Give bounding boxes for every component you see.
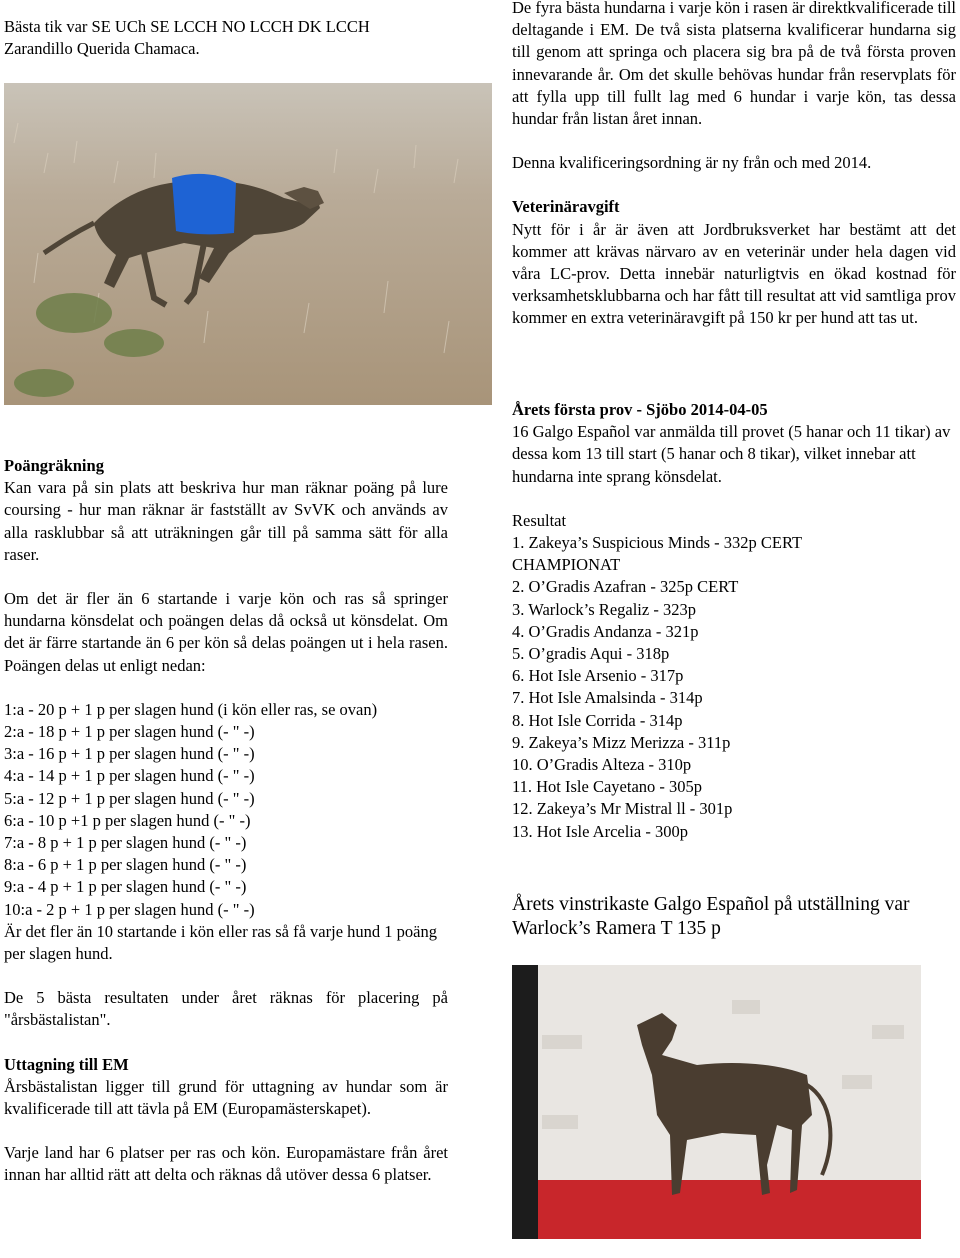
result-item: 10. O’Gradis Alteza - 310p: [512, 755, 692, 775]
result-item: 13. Hot Isle Arcelia - 300p: [512, 821, 688, 841]
result-item: 11. Hot Isle Cayetano - 305p: [512, 777, 703, 797]
result-item: 8. Hot Isle Corrida - 314p: [512, 710, 683, 730]
winner-line-2: Warlock’s Ramera T 135 p: [512, 918, 721, 939]
points-item: 7:a - 8 p + 1 p per slagen hund (- " -): [4, 833, 247, 853]
scoring-para-3: Är det fler än 10 startande i kön eller ras så få varje hund 1 poäng per slagen hund.: [4, 921, 437, 964]
scoring-section: [4, 455, 448, 1187]
sjobo-text: 16 Galgo Español var anmälda till provet (5 hanar och 11 tikar) av dessa kom 13 till start (5 hanar och 8 tikar), vilket innebar att hundarna inte sprang könsdelat.: [512, 422, 951, 486]
points-item: 5:a - 12 p + 1 p per slagen hund (- " -): [4, 788, 255, 808]
scoring-para-1: Kan vara på sin plats att beskriva hur man räknar poäng på lure coursing - hur man räknar är fastställt av SvVK och används av alla rasklubbar så att uträkningen går till på samma sätt för alla raser.: [4, 478, 448, 564]
qualification-para-1: De fyra bästa hundarna i varje kön i rasen är direktkvalificerade till deltagande i EM. De två sista platserna kvalificerar hundarna sig till genom att springa och placera sig bra på de två första proven innevarande år. Om det skulle behövas hundar från reservplats för att fylla upp till fullt lag med 6 hundar i varje kön, tas dessa hundar från listan året innan.: [512, 0, 956, 129]
em-heading: Uttagning till EM: [4, 1054, 129, 1074]
points-item: 9:a - 4 p + 1 p per slagen hund (- " -): [4, 877, 247, 897]
intro-line-1: Bästa tik var SE UCh SE LCCH NO LCCH DK LCCH: [4, 17, 370, 36]
em-para-1: Årsbästalistan ligger till grund för uttagning av hundar som är kvalificerade till att tävla på EM (Europamästerskapet).: [4, 1076, 448, 1119]
result-item: 3. Warlock’s Regaliz - 323p: [512, 599, 696, 619]
qualification-section: [512, 0, 956, 330]
scoring-heading: Poängräkning: [4, 456, 104, 475]
winner-caption: [512, 893, 956, 941]
result-item: 7. Hot Isle Amalsinda - 314p: [512, 688, 703, 708]
qualification-para-2: Denna kvalificeringsordning är ny från och med 2014.: [512, 153, 872, 173]
result-item: 1. Zakeya’s Suspicious Minds - 332p CERT: [512, 533, 803, 553]
intro-text: [4, 16, 448, 60]
points-item: 3:a - 16 p + 1 p per slagen hund (- " -): [4, 744, 255, 764]
running-dog-photo: [4, 83, 492, 405]
scoring-para-4: De 5 bästa resultaten under året räknas för placering på "årsbästalistan".: [4, 988, 448, 1030]
result-item: 5. O’gradis Aqui - 318p: [512, 644, 670, 664]
result-item: 6. Hot Isle Arsenio - 317p: [512, 666, 684, 686]
points-item: 2:a - 18 p + 1 p per slagen hund (- " -): [4, 722, 255, 742]
points-item: 10:a - 2 p + 1 p per slagen hund (- " -): [4, 899, 255, 919]
galgo-running-icon: [4, 83, 492, 405]
result-item: CHAMPIONAT: [512, 555, 621, 575]
scoring-para-2: Om det är fler än 6 startande i varje kön och ras så springer hundarna könsdelat och poängen delas då också ut könsdelat. Om det är färre startande än 6 per kön så delas poängen ut i hela rasen. Poängen delas ut enligt nedan:: [4, 589, 448, 675]
sjobo-section: [512, 399, 956, 843]
result-item: 4. O’Gradis Andanza - 321p: [512, 621, 699, 641]
results-label: Resultat: [512, 510, 567, 530]
result-item: 2. O’Gradis Azafran - 325p CERT: [512, 577, 739, 597]
show-dog-photo: [512, 965, 921, 1239]
results-list: [512, 532, 956, 843]
points-list: [4, 699, 448, 921]
result-item: 12. Zakeya’s Mr Mistral ll - 301p: [512, 799, 733, 819]
points-item: 1:a - 20 p + 1 p per slagen hund (i kön eller ras, se ovan): [4, 699, 378, 719]
points-item: 6:a - 10 p +1 p per slagen hund (- " -): [4, 810, 251, 830]
vet-text: Nytt för i år är även att Jordbruksverket har bestämt att det kommer att krävas närvaro av en veterinär under hela dagen vid våra LC-prov. Detta innebär naturligtvis en ökad kostnad för verksamhetsklubbarna och har fått till resultat att vid samtliga prov kommer en extra veterinäravgift på 150 kr per hund att tas ut.: [512, 219, 956, 328]
sjobo-heading: Årets första prov - Sjöbo 2014-04-05: [512, 400, 768, 419]
vet-heading: Veterinäravgift: [512, 197, 620, 217]
galgo-standing-icon: [512, 965, 921, 1239]
points-item: 8:a - 6 p + 1 p per slagen hund (- " -): [4, 855, 247, 875]
winner-line-1: Årets vinstrikaste Galgo Español på utställning var: [512, 894, 910, 915]
intro-line-2: Zarandillo Querida Chamaca.: [4, 39, 200, 59]
result-item: 9. Zakeya’s Mizz Merizza - 311p: [512, 732, 731, 752]
em-para-2: Varje land har 6 platser per ras och kön. Europamästare från året innan har alltid rätt att delta och räknas då utöver dessa 6 platser.: [4, 1143, 448, 1185]
points-item: 4:a - 14 p + 1 p per slagen hund (- " -): [4, 766, 255, 786]
